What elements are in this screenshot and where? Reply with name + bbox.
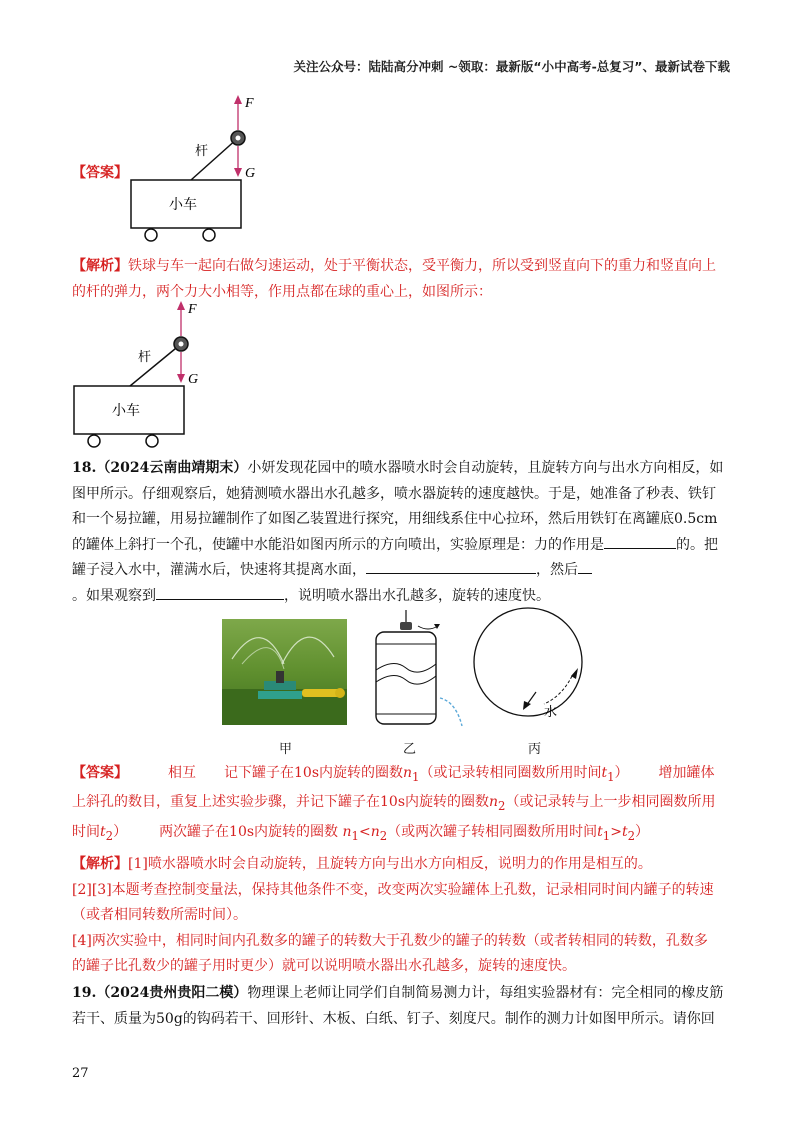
- blank-3[interactable]: [578, 559, 592, 574]
- cart-wheel: [88, 435, 100, 447]
- answer-tag-17: 【答案】: [72, 165, 128, 181]
- label-cart: 小车: [112, 403, 140, 419]
- caption-yi: 乙: [403, 742, 417, 757]
- blank-1[interactable]: [604, 534, 676, 549]
- label-f: F: [188, 302, 197, 317]
- water-label: 水: [544, 705, 558, 720]
- blank-4[interactable]: [156, 585, 284, 600]
- caption-bing: 丙: [528, 742, 542, 757]
- analysis-18: 【解析】[1]喷水器喷水时会自动旋转，且旋转方向与出水方向相反，说明力的作用是相互的。 [2][3]本题考查控制变量法，保持其他条件不变，改变两次实验罐体上孔数，记录相同时间内罐子的转速 （或者相同转数所需时间）。 [4]两次实验中，相同时间内孔数多的罐子的转数大于孔数少的罐子的转数（或者转相同的转数，孔数多 的罐子比孔数少的罐子用时更少）就可以说明喷水器出水孔越多，旋转的速度快。: [72, 856, 714, 974]
- top-view-circle: [470, 604, 588, 724]
- label-g: G: [188, 372, 199, 387]
- label-cart: 小车: [169, 197, 197, 213]
- label-f: F: [245, 96, 254, 111]
- cart-wheel: [146, 435, 158, 447]
- label-rod: 杆: [195, 144, 209, 159]
- caption-jia: 甲: [279, 742, 293, 757]
- question-19: 19.（2024贵州贵阳二模）物理课上老师让同学们自制简易测力计，每组实验器材有：完全相同的橡皮筋 若干、质量为50g的钩码若干、回形针、木板、白纸、钉子、刻度尺。制作的测力计如图甲所示。请你回: [72, 985, 724, 1027]
- pull-ring: [400, 622, 412, 630]
- rotation-arrow: [418, 626, 438, 629]
- sprinkler-photo: [222, 619, 347, 725]
- answer-18: 【答案】 相互 记下罐子在10s内旋转的圈数$n_1$（或记录转相同圈数所用时间$t_1$） 增加罐体 上斜孔的数目，重复上述实验步骤，并记下罐子在10s内旋转的圈数$n_2$（或记录转与上一步相同圈数所用 时间$t_2$） 两次罐子在10s内旋转的圈数 $n_1<n_2$（或两次罐子转相同圈数所用时间$t_1>t_2$）: [72, 765, 716, 843]
- label-g: G: [245, 166, 256, 181]
- cart-wheel: [145, 229, 157, 241]
- label-rod: 杆: [138, 350, 152, 365]
- page-header: 关注公众号：陆陆高分冲刺 ~领取：最新版“小中高考-总复习”、最新试卷下载: [293, 59, 730, 74]
- analysis-17: 【解析】铁球与车一起向右做匀速运动，处于平衡状态，受平衡力，所以受到竖直向下的重力和竖直向上 的杆的弹力，两个力大小相等，作用点都在球的重心上，如图所示：: [72, 258, 716, 300]
- cart-force-diagram-2: [68, 298, 218, 453]
- force-f-arrowhead: [234, 95, 242, 104]
- cart-wheel: [203, 229, 215, 241]
- force-g-arrowhead: [177, 374, 185, 383]
- cart-force-diagram-1: [125, 92, 275, 247]
- question-18: 18.（2024云南曲靖期末）小妍发现花园中的喷水器喷水时会自动旋转，且旋转方向与出水方向相反，如 图甲所示。仔细观察后，她猜测喷水器出水孔越多，喷水器旋转的速度越快。于是，她准备了秒表、铁钉 和一个易拉罐，用易拉罐制作了如图乙装置进行探究，用细线系住中心拉环，然后用铁钉在离罐底0.5cm 的罐体上斜打一个孔，使罐中水能沿如图丙所示的方向喷出，实验原理是：力的作用是 的。把 罐子浸入水中，灌满水后，快速将其提离水面， ，然后 。如果观察到 ，说明喷水器出水孔越多，旋转的速度快。: [72, 460, 724, 604]
- page-number: 27: [72, 1066, 89, 1081]
- blank-2[interactable]: [366, 559, 536, 574]
- can-apparatus: [344, 610, 472, 730]
- water-jet: [440, 698, 462, 726]
- can-body: [376, 632, 436, 724]
- rotation-arc: [544, 676, 572, 704]
- can-top-view: [474, 608, 582, 716]
- force-g-arrowhead: [234, 168, 242, 177]
- force-f-arrowhead: [177, 301, 185, 310]
